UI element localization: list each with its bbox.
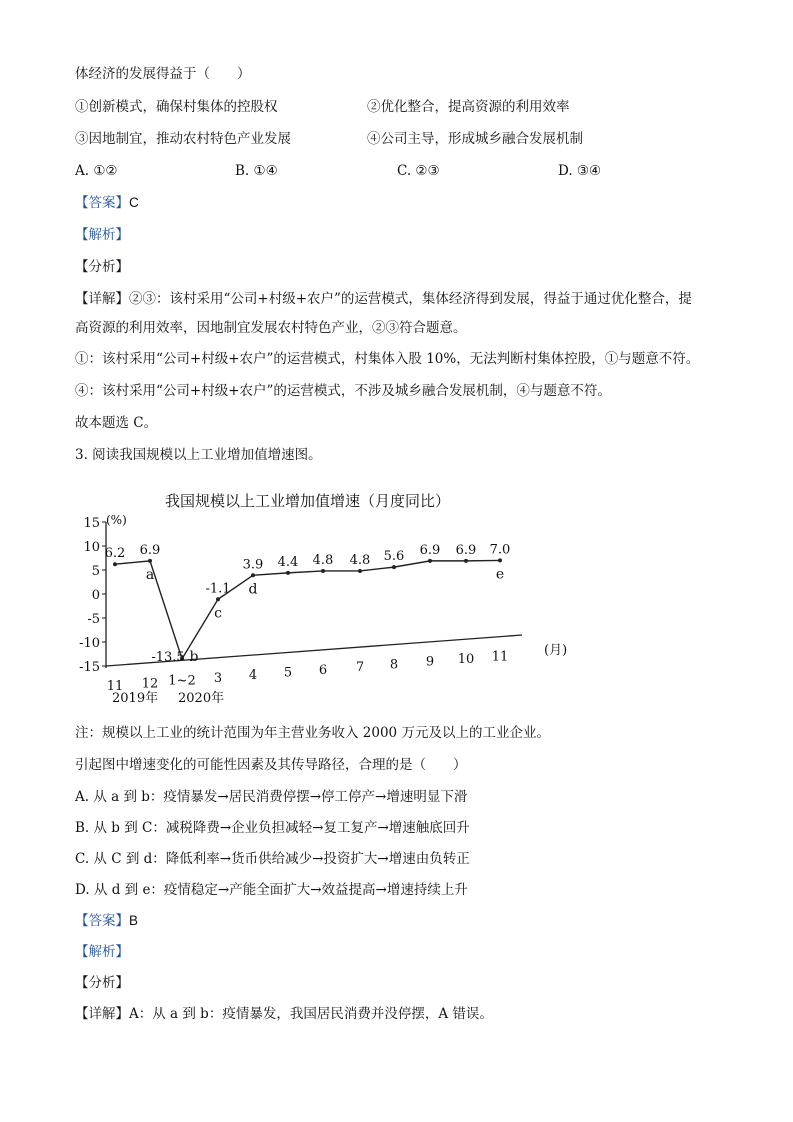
- point-letter-label: e: [495, 566, 505, 583]
- y-axis: [79, 516, 106, 675]
- answer-value: C: [129, 195, 139, 210]
- q3-option-b: B. 从 b 到 C：减税降费→企业负担减轻→复工复产→增速触底回升: [75, 820, 470, 836]
- x-tick-label: 4: [248, 668, 258, 684]
- data-point: [321, 569, 325, 573]
- q2-answer: [75, 193, 139, 213]
- data-point: [216, 597, 220, 601]
- q3-detail: [75, 1004, 493, 1024]
- data-value-label: -13.5: [151, 649, 185, 665]
- data-point: [251, 573, 255, 577]
- x-tick-label: 9: [425, 654, 435, 670]
- detail-text: ②③：该村采用“公司+村级+农户”的运营模式，集体经济得到发展，得益于通过优化整合，提: [129, 291, 692, 307]
- data-point: [113, 562, 117, 566]
- data-point: [286, 571, 290, 575]
- data-point: [392, 565, 396, 569]
- y-tick-label: -5: [87, 612, 100, 627]
- industrial-growth-chart: [70, 470, 590, 710]
- data-value-label: 6.9: [139, 542, 161, 558]
- y-tick-label: 10: [83, 540, 100, 555]
- x-tick-label: 5: [283, 665, 293, 681]
- q3-analysis-tag: 【解析】: [75, 944, 129, 960]
- year-label-2019: 2019年: [112, 691, 159, 706]
- chart-xlabel: (月): [544, 643, 568, 658]
- y-tick-label: -10: [79, 636, 100, 651]
- data-point: [148, 559, 152, 563]
- q3-option-a: A. 从 a 到 b：疫情暴发→居民消费停摆→停工停产→增速明显下滑: [75, 789, 468, 805]
- point-letter-label: c: [214, 605, 222, 622]
- q2-detail-line-1: [75, 289, 692, 309]
- answer-tag: 【答案】: [75, 195, 129, 211]
- y-tick-label: 15: [83, 516, 100, 531]
- data-point: [464, 559, 468, 563]
- chart-title: 我国规模以上工业增加值增速（月度同比）: [165, 492, 451, 510]
- data-point: [358, 569, 362, 573]
- x-tick-label: 1~2: [168, 673, 196, 689]
- data-point: [428, 559, 432, 563]
- q2-detail-line-2: 高资源的利用效率，因地制宜发展农村特色产业，②③符合题意。: [75, 320, 467, 336]
- data-value-label: -1.1: [205, 581, 231, 597]
- q3-question: 引起图中增速变化的可能性因素及其传导路径，合理的是（ ）: [75, 757, 467, 773]
- data-value-label: 6.2: [104, 546, 126, 562]
- x-tick-label: 6: [318, 662, 328, 678]
- x-tick-label: 11: [491, 649, 509, 665]
- data-value-label: 5.6: [383, 549, 405, 565]
- q3-stem: 3. 阅读我国规模以上工业增加值增速图。: [75, 447, 322, 463]
- q2-stem-tail: 体经济的发展得益于（ ）: [75, 66, 251, 82]
- point-letter-label: d: [248, 581, 258, 598]
- q2-option-c: C. ②③: [397, 163, 440, 179]
- q2-item-2: ②优化整合，提高资源的利用效率: [367, 99, 570, 115]
- point-letter-label: b: [189, 648, 199, 665]
- data-value-label: 4.4: [277, 554, 299, 570]
- data-value-label: 6.9: [455, 542, 477, 558]
- year-label-2020: 2020年: [178, 691, 225, 706]
- q2-option-a: A. ①②: [75, 163, 118, 179]
- q3-note: 注：规模以上工业的统计范围为年主营业务收入 2000 万元及以上的工业企业。: [75, 725, 550, 741]
- chart-ylabel: (%): [106, 513, 127, 527]
- data-value-label: 7.0: [489, 542, 511, 558]
- y-tick-label: 0: [91, 588, 100, 603]
- x-tick-label: 8: [389, 657, 399, 673]
- q2-item-3: ③因地制宜，推动农村特色产业发展: [75, 131, 291, 147]
- data-point: [498, 558, 502, 562]
- y-tick-label: 5: [91, 564, 100, 579]
- q2-option-d: D. ③④: [558, 163, 602, 179]
- data-value-label: 4.8: [312, 552, 334, 568]
- data-value-label: 4.8: [349, 552, 371, 568]
- q3-fenxi-tag: 【分析】: [75, 975, 129, 991]
- x-tick-label: 7: [355, 660, 365, 676]
- q2-fenxi-tag: 【分析】: [75, 259, 129, 275]
- q2-item-4: ④公司主导，形成城乡融合发展机制: [367, 131, 583, 147]
- q2-option-b: B. ①④: [235, 163, 278, 179]
- answer-value: B: [129, 913, 139, 928]
- x-tick-label: 11: [106, 679, 124, 694]
- y-tick-label: -15: [79, 660, 100, 675]
- q3-option-d: D. 从 d 到 e：疫情稳定→产能全面扩大→效益提高→增速持续上升: [75, 882, 468, 898]
- q2-detail-line-4: ④：该村采用“公司+村级+农户”的运营模式，不涉及城乡融合发展机制，④与题意不符。: [75, 383, 611, 399]
- data-value-label: 6.9: [419, 542, 441, 558]
- q3-answer: [75, 911, 138, 931]
- detail-tag: 【详解】: [75, 291, 129, 307]
- q2-detail-line-5: 故本题选 C。: [75, 415, 158, 431]
- point-letter-label: a: [145, 566, 155, 583]
- data-value-label: 3.9: [242, 557, 264, 573]
- series-polyline: [115, 560, 500, 658]
- q2-analysis-tag: 【解析】: [75, 227, 129, 243]
- x-tick-label: 10: [457, 652, 475, 667]
- answer-tag: 【答案】: [75, 913, 129, 929]
- q2-item-1: ①创新模式，确保村集体的控股权: [75, 99, 278, 115]
- detail-text: A：从 a 到 b：疫情暴发，我国居民消费并没停摆，A 错误。: [129, 1006, 493, 1022]
- q3-option-c: C. 从 C 到 d：降低利率→货币供给减少→投资扩大→增速由负转正: [75, 851, 470, 867]
- x-tick-label: 12: [141, 676, 159, 692]
- series-line: [115, 560, 500, 658]
- q2-detail-line-3: ①：该村采用“公司+村级+农户”的运营模式，村集体入股 10%，无法判断村集体控股，①与题意不符。: [75, 351, 700, 367]
- x-tick-label: 3: [213, 670, 223, 686]
- detail-tag: 【详解】: [75, 1006, 129, 1022]
